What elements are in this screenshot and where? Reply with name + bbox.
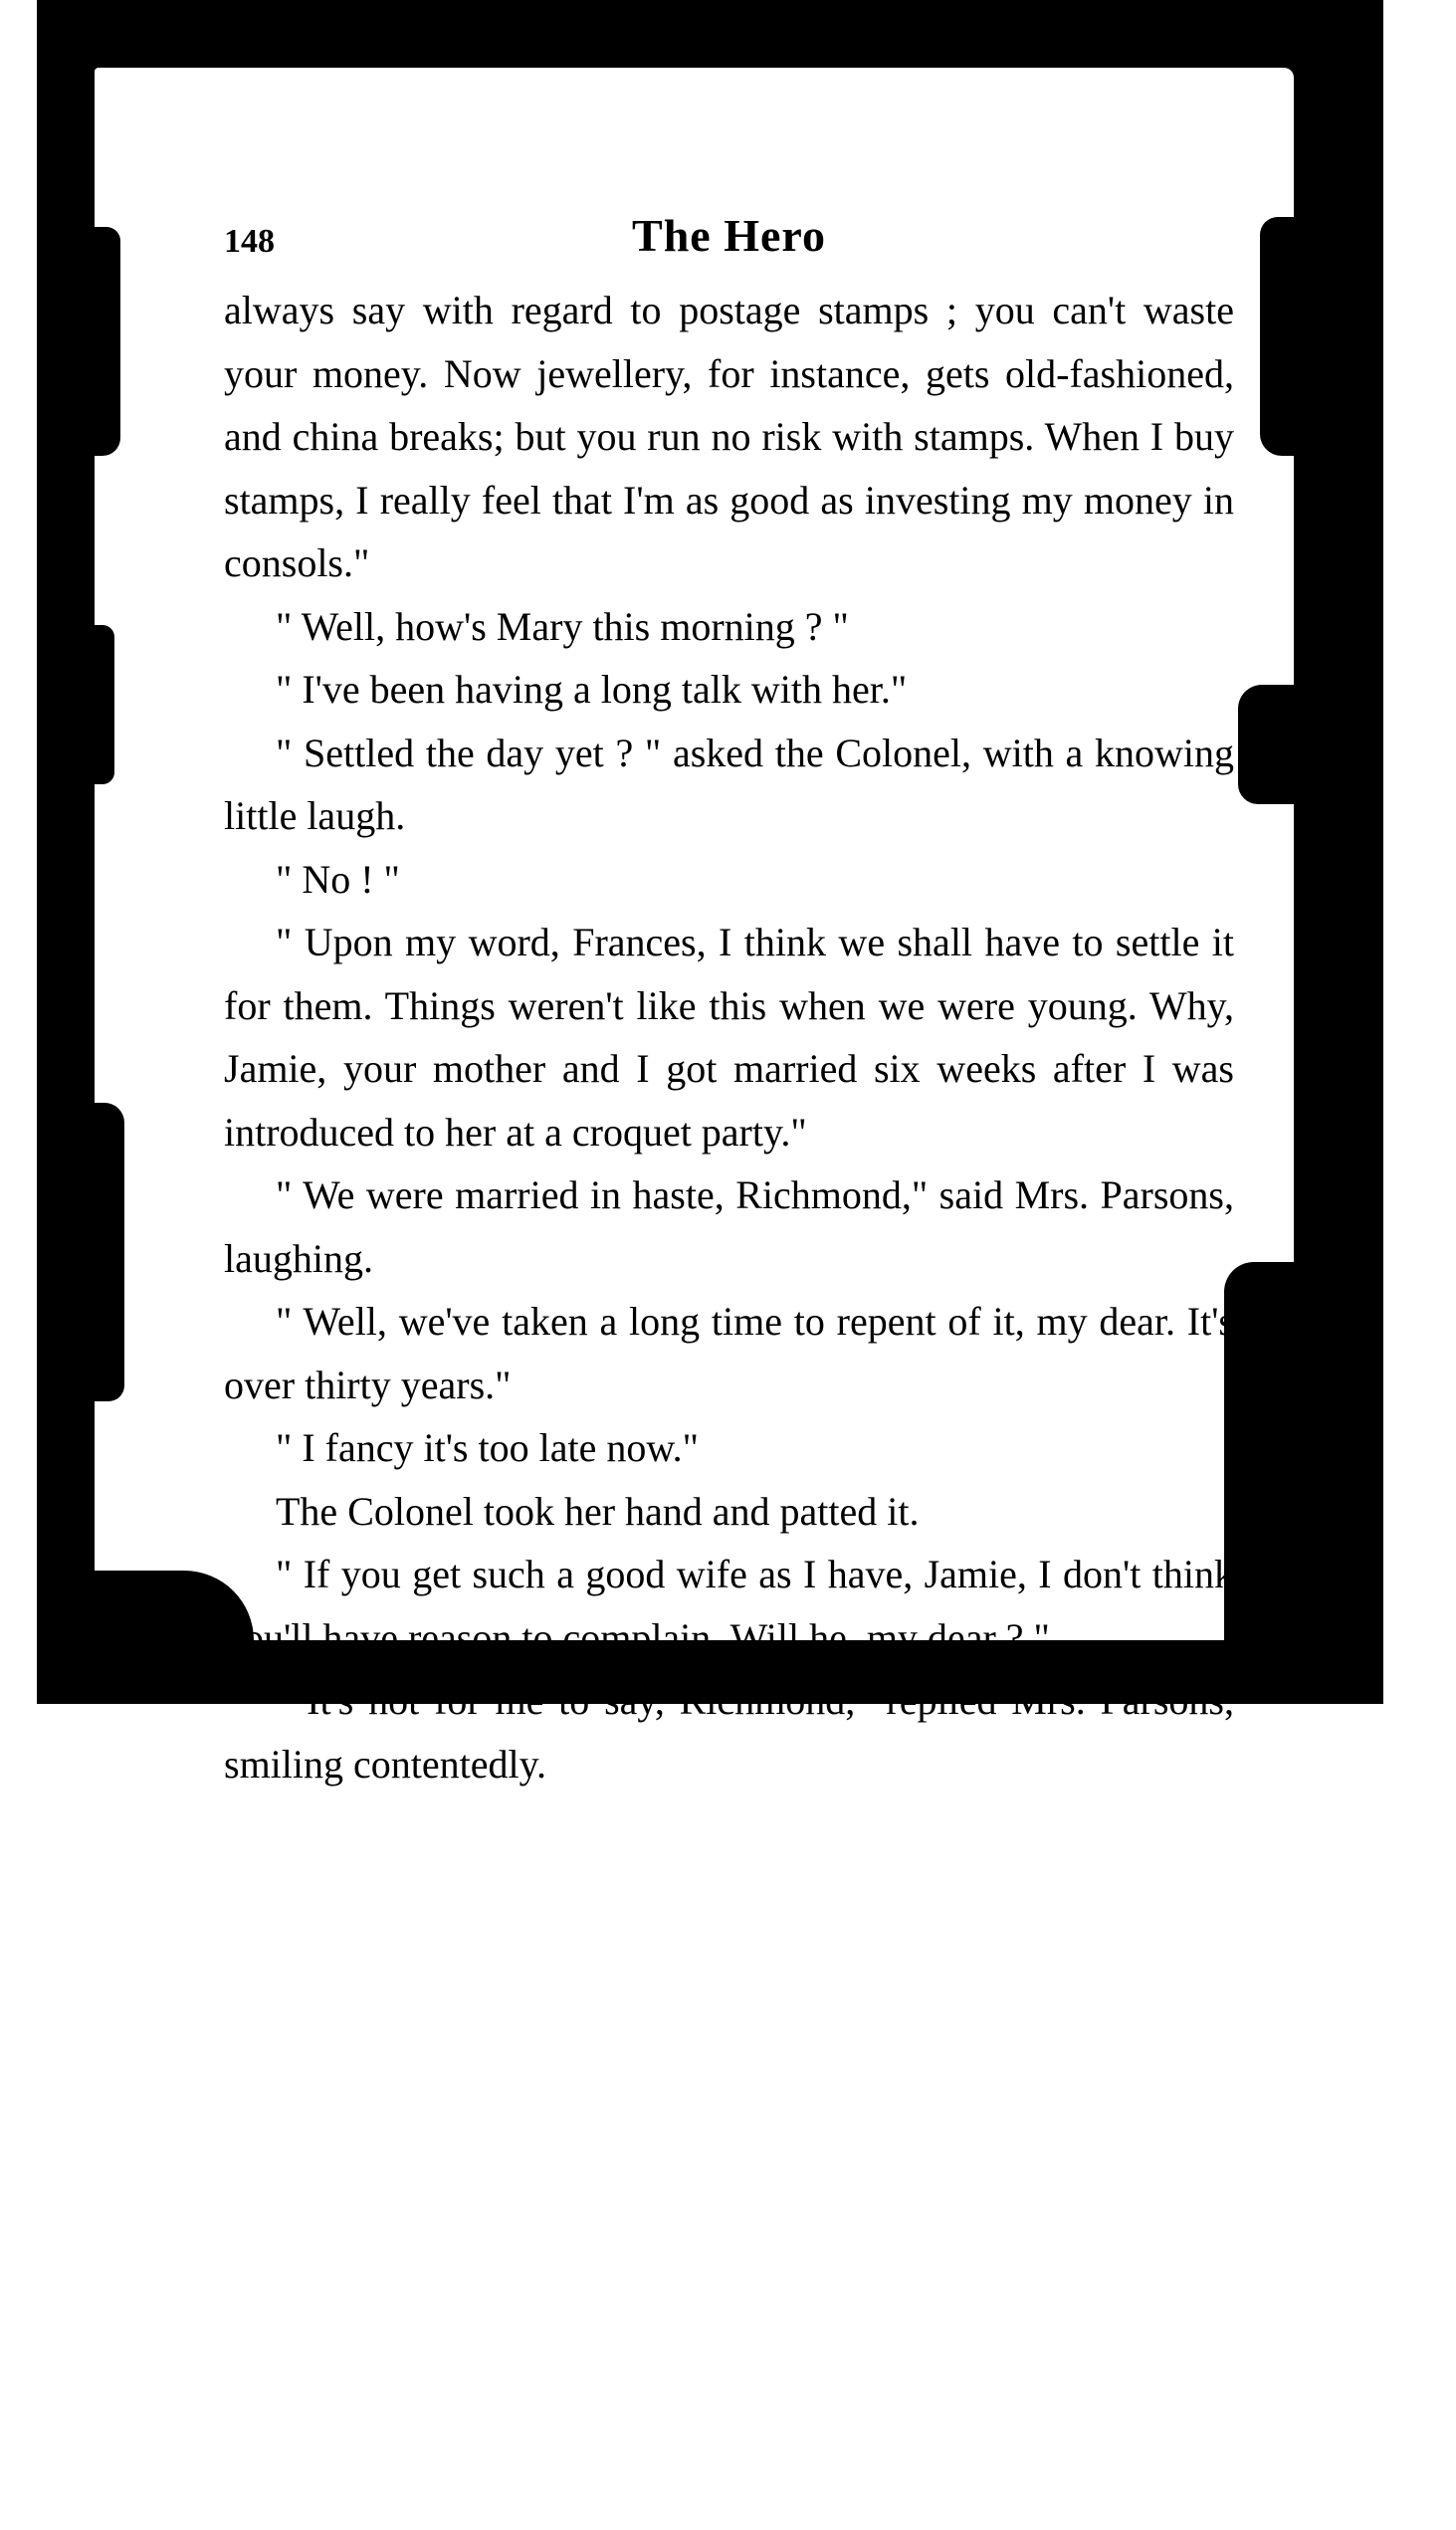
body-text <box>224 279 1234 1795</box>
running-title: The Hero <box>632 210 826 261</box>
page-number: 148 <box>224 223 275 260</box>
paragraph: always say with regard to postage stamps ; you can't waste your money. Now jewellery, for instance, gets old-fashioned, and china breaks; but you run no risk with stamps. When I buy stamps, I really feel that I'm as good as investing my money in consols." <box>224 288 1234 585</box>
paragraph: The Colonel took her hand and patted it. <box>276 1488 920 1534</box>
paragraph: " I fancy it's too late now." <box>276 1425 699 1470</box>
torn-edge <box>1260 217 1294 456</box>
paragraph: " Settled the day yet ? " asked the Colonel, with a knowing little laugh. <box>224 730 1234 838</box>
paragraph: " No ! " <box>276 856 400 902</box>
paragraph: " I've been having a long talk with her." <box>276 667 908 712</box>
paragraph: " If you get such a good wife as I have, Jamie, I don't think you'll have reason to complain. Will he, my dear ? " <box>224 1552 1234 1660</box>
torn-edge <box>1238 685 1294 804</box>
running-head <box>224 209 1234 279</box>
torn-edge <box>1224 1262 1294 1680</box>
paragraph: " Upon my word, Frances, I think we shall have to settle it for them. Things weren't like this when we were young. Why, Jamie, your mother and I got married six weeks after I was introduced to her at a croquet party." <box>224 920 1234 1155</box>
paragraph: " It's not for me to say, Richmond," replied Mrs. Parsons, smiling contentedly. <box>224 1678 1234 1787</box>
paragraph: " Well, we've taken a long time to repent of it, my dear. It's over thirty years." <box>224 1299 1234 1407</box>
torn-edge <box>95 625 114 784</box>
page-content <box>224 209 1234 1795</box>
paragraph: " We were married in haste, Richmond," said Mrs. Parsons, laughing. <box>224 1172 1234 1281</box>
torn-edge <box>95 1103 124 1401</box>
torn-edge <box>95 227 120 456</box>
paragraph: " Well, how's Mary this morning ? " <box>276 603 849 649</box>
